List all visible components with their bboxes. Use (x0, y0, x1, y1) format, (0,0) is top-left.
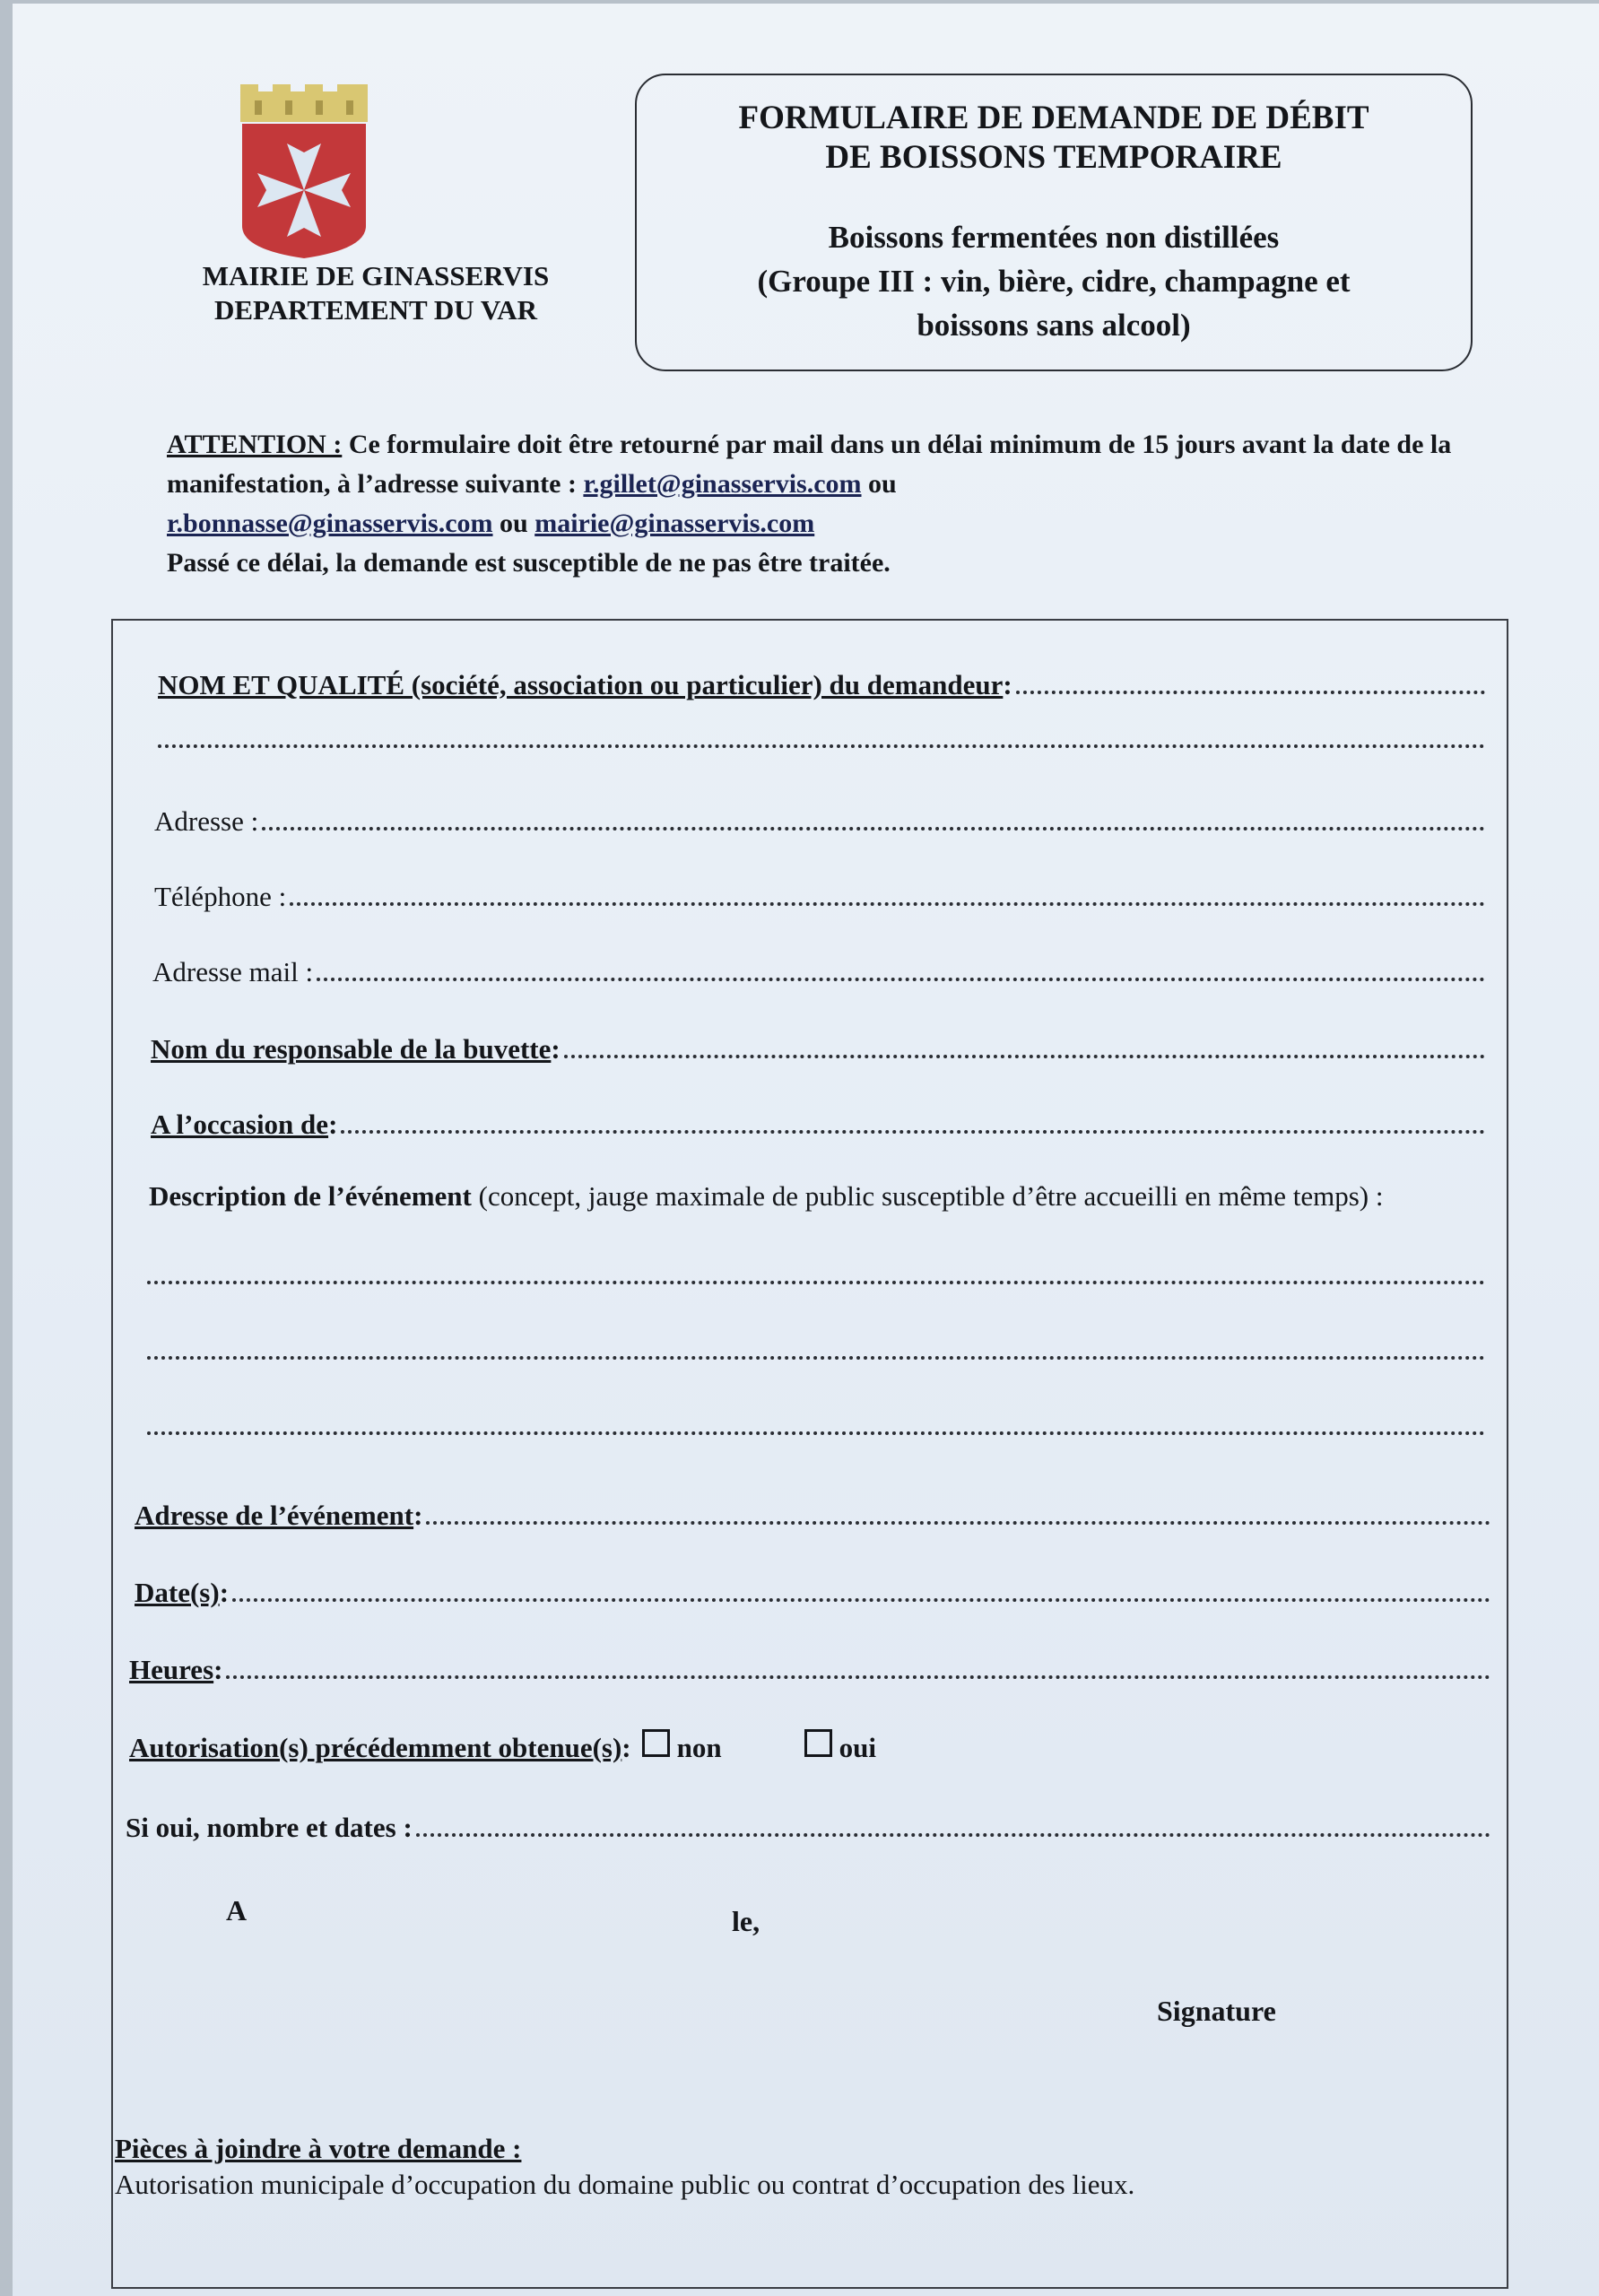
field-occasion[interactable] (151, 1107, 1485, 1143)
field-adresse-mail[interactable] (152, 954, 1485, 990)
colon: : (213, 1654, 223, 1685)
option-non-label: non (676, 1732, 722, 1763)
email-link-mairie[interactable]: mairie@ginasservis.com (534, 509, 815, 538)
field-dates[interactable] (135, 1575, 1490, 1611)
coat-of-arms-logo (156, 83, 452, 266)
pieces-text: Autorisation municipale d’occupation du domaine public ou contrat d’occupation des lieux. (115, 2169, 1135, 2200)
pieces-heading: Pièces à joindre à votre demande : (115, 2133, 522, 2164)
subtitle-line2: (Groupe III : vin, bière, cidre, champagne et (757, 264, 1351, 299)
colon: : (328, 1109, 338, 1140)
checkbox-oui[interactable] (804, 1729, 832, 1757)
autorisations-label: Autorisation(s) précédemment obtenue(s) (129, 1732, 622, 1763)
attention-notice (167, 425, 1485, 583)
adresse-evenement-label: Adresse de l’événement (135, 1500, 414, 1531)
telephone-label: Téléphone : (154, 881, 287, 912)
nom-qualite-label: NOM ET QUALITÉ (société, association ou particulier) du demandeur (158, 669, 1004, 700)
subtitle-line3: boissons sans alcool) (917, 308, 1191, 343)
or-text: ou (492, 509, 535, 538)
form-title-line2: DE BOISSONS TEMPORAIRE (825, 139, 1282, 176)
title-box (635, 74, 1473, 371)
description-label: Description de l’événement (149, 1180, 472, 1212)
nom-qualite-input-line-2[interactable] (158, 739, 1485, 748)
field-nom-qualite[interactable] (158, 667, 1485, 703)
deadline-warning: Passé ce délai, la demande est susceptible de ne pas être traitée. (167, 548, 891, 578)
pieces-a-joindre (115, 2131, 1496, 2203)
option-oui-label: oui (839, 1732, 876, 1763)
request-form (111, 619, 1508, 2289)
field-adresse-evenement[interactable] (135, 1498, 1490, 1534)
subtitle-line1: Boissons fermentées non distillées (828, 220, 1280, 255)
adresse-mail-input-line[interactable] (317, 972, 1485, 981)
mairie-name: MAIRIE DE GINASSERVIS (202, 260, 550, 291)
form-title (637, 99, 1471, 178)
colon: : (219, 1577, 230, 1608)
description-input-line-1[interactable] (147, 1275, 1485, 1284)
si-oui-label: Si oui, nombre et dates : (126, 1812, 413, 1843)
date-le-label: le, (732, 1905, 760, 1937)
adresse-evenement-input-line[interactable] (426, 1516, 1490, 1525)
form-title-line1: FORMULAIRE DE DEMANDE DE DÉBIT (738, 100, 1369, 136)
dates-input-line[interactable] (232, 1593, 1490, 1602)
form-page (13, 4, 1599, 2296)
adresse-input-line[interactable] (262, 822, 1485, 831)
description-input-line-2[interactable] (147, 1351, 1485, 1360)
checkbox-non[interactable] (642, 1729, 670, 1757)
field-autorisations (129, 1729, 1485, 1766)
dates-label: Date(s) (135, 1577, 220, 1608)
nom-qualite-input-line[interactable] (1016, 685, 1485, 694)
occasion-input-line[interactable] (341, 1125, 1485, 1134)
adresse-mail-label: Adresse mail : (152, 956, 314, 987)
coat-of-arms-icon (228, 83, 380, 262)
occasion-label: A l’occasion de (151, 1109, 329, 1140)
field-description-line1[interactable] (147, 1275, 1485, 1284)
description-evenement (149, 1178, 1496, 1214)
field-responsable-buvette[interactable] (151, 1031, 1485, 1067)
field-description-line2[interactable] (147, 1351, 1485, 1360)
description-hint: (concept, jauge maximale de public susceptible d’être accueilli en même temps) : (471, 1180, 1384, 1212)
si-oui-input-line[interactable] (416, 1828, 1490, 1837)
email-link-bonnasse[interactable]: r.bonnasse@ginasservis.com (167, 509, 493, 538)
responsable-buvette-input-line[interactable] (564, 1049, 1485, 1058)
colon: : (413, 1500, 423, 1531)
colon: : (621, 1732, 631, 1763)
field-nom-qualite-continued[interactable] (158, 739, 1485, 748)
mairie-header (165, 259, 587, 327)
heures-label: Heures (129, 1654, 214, 1685)
field-telephone[interactable] (154, 879, 1485, 915)
field-heures[interactable] (129, 1652, 1490, 1688)
responsable-buvette-label: Nom du responsable de la buvette (151, 1033, 552, 1065)
telephone-input-line[interactable] (290, 897, 1485, 906)
lieu-label: A (226, 1894, 248, 1926)
signature-label: Signature (1157, 1995, 1276, 2027)
adresse-label: Adresse : (154, 805, 259, 837)
attention-label: ATTENTION : (167, 430, 343, 459)
department-name: DEPARTEMENT DU VAR (213, 294, 538, 326)
attention-text: Ce formulaire doit être retourné par mail dans un délai minimum de 15 jours avant la date de la manifestation, à l’adresse suivante : (167, 430, 1452, 499)
or-text: ou (861, 469, 897, 499)
heures-input-line[interactable] (226, 1670, 1490, 1679)
colon: : (1003, 669, 1012, 700)
field-description-line3[interactable] (147, 1426, 1485, 1435)
email-link-gillet[interactable]: r.gillet@ginasservis.com (583, 469, 862, 499)
description-input-line-3[interactable] (147, 1426, 1485, 1435)
form-subtitle (637, 215, 1471, 347)
field-si-oui[interactable] (126, 1810, 1490, 1846)
field-adresse[interactable] (154, 804, 1485, 839)
colon: : (551, 1033, 561, 1065)
